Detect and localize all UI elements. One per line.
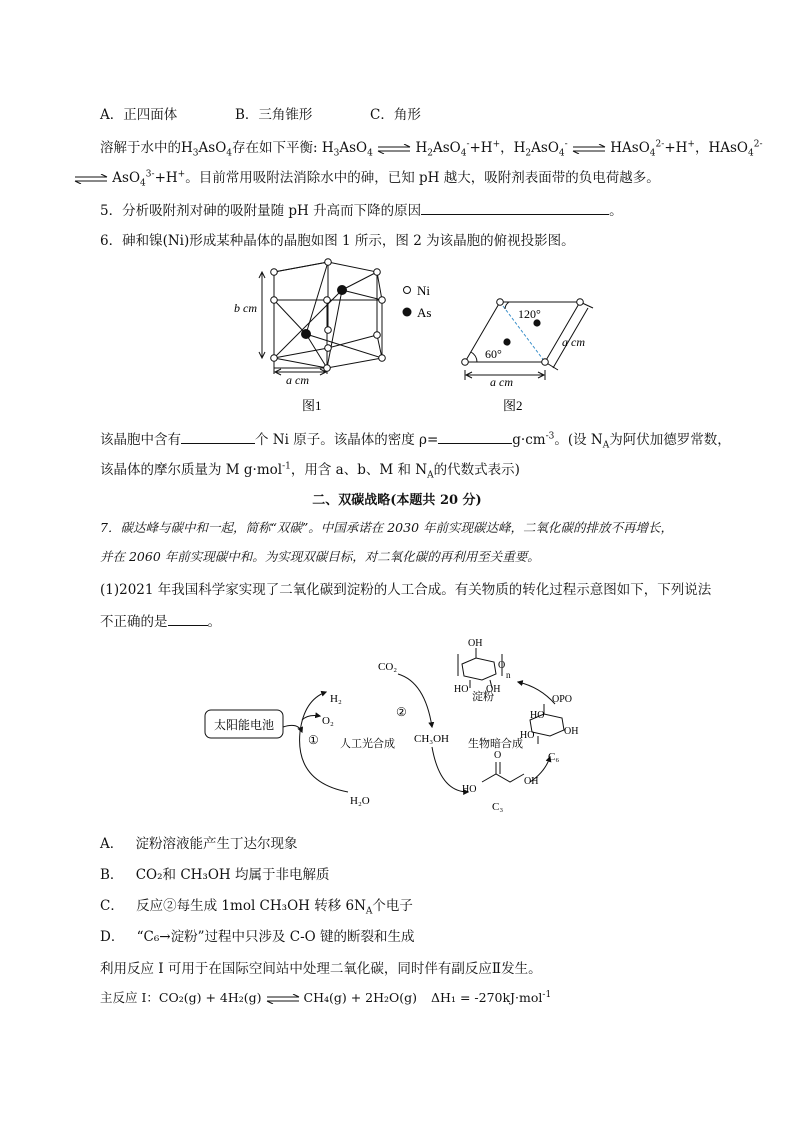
equilibrium-arrow-icon [266, 994, 300, 1004]
q6-part2: 个 Ni 原子。该晶体的密度 ρ= [255, 432, 439, 448]
starch-oh-bottom: OH [486, 684, 501, 695]
eq-tail: 目前常用吸附法消除水中的砷，已知 pH 越大，吸附剂表面带的负电荷越多。 [198, 170, 660, 186]
option-d-row[interactable] [100, 925, 415, 945]
as-atom [337, 285, 347, 295]
step-1-label: ① [308, 733, 319, 747]
figure-2-projection [455, 290, 605, 420]
starch-label: 淀粉 [472, 691, 494, 703]
a-bottom-label: a cm [490, 375, 513, 389]
ni-legend-icon [404, 287, 411, 294]
option-c-tail: 个电子 [372, 898, 413, 914]
reaction-intro: 利用反应 I 可用于在国际空间站中处理二氧化碳，同时伴有副反应Ⅱ发生。 [100, 961, 542, 977]
q6-line2b: ，用含 a、b、M 和 N [290, 462, 428, 478]
option-d-label: D． [100, 929, 125, 945]
as-legend-icon [403, 308, 412, 317]
legend-ni: Ni [417, 283, 430, 298]
equilibrium-arrow-icon [377, 144, 411, 154]
q7-1-line1: (1)2021 年我国科学家实现了二氧化碳到淀粉的人工合成。有关物质的转化过程示意图如下，下列说法 [100, 582, 712, 598]
equilibrium-line-2: AsO$_4^{3-}$+H+。目前常用吸附法消除水中的砷，已知 pH 越大，吸附剂表面带的负电荷越多。 [74, 166, 660, 189]
q6-line2: 该晶体的摩尔质量为 M g·mol [100, 462, 283, 478]
starch-ho: HO [454, 684, 469, 695]
density-blank[interactable] [438, 429, 512, 444]
reaction-dh: ΔH₁ = -270kJ·mol [431, 990, 543, 1005]
option-a-text: 淀粉溶液能产生丁达尔现象 [135, 836, 298, 852]
q7-1-line2-text: 不正确的是 [100, 614, 168, 630]
c6-ho-2: HO [520, 730, 535, 741]
co2-label: CO₂ [378, 661, 398, 673]
main-reaction: 主反应 I：CO₂(g) + 4H₂(g) CH₄(g) + 2H₂O(g) ΔH₁ = -270kJ·mol$^{-1}$ [100, 989, 552, 1005]
q5-end: 。 [609, 203, 623, 219]
option-a-label: A． [100, 836, 124, 852]
q7-intro-1: 7．碳达峰与碳中和一起，简称“双碳”。中国承诺在 2030 年前实现碳达峰，二氧化碳的排放不再增长， [100, 520, 673, 535]
c6-ho-1: HO [530, 710, 545, 721]
section-2-title: 二、双碳战略(本题共 20 分) [312, 493, 482, 508]
eq-intro: 溶解于水中的 [100, 140, 181, 156]
step-2-label: ② [396, 705, 407, 719]
angle-60: 60° [485, 347, 502, 361]
starch-n: n [506, 670, 511, 680]
option-c-label: C． [100, 898, 124, 914]
q6-part3: g·cm [512, 432, 546, 448]
c6-label: C₆ [548, 751, 560, 763]
q6-part1: 该晶胞中含有 [100, 432, 181, 448]
reaction-left: CO₂(g) + 4H₂(g) [158, 990, 262, 1005]
q5-text: 5．分析吸附剂对砷的吸附量随 pH 升高而下降的原因 [100, 203, 422, 219]
ch3oh-label: CH₃OH [414, 733, 450, 745]
option-b-row[interactable] [100, 863, 329, 883]
q4-options [100, 103, 421, 123]
solar-cell-label: 太阳能电池 [214, 718, 275, 732]
legend-as: As [417, 305, 432, 320]
q7-intro-2: 并在 2060 年前实现碳中和。为实现双碳目标，对二氧化碳的再利用至关重要。 [100, 549, 540, 564]
main-reaction-label: 主反应 I： [100, 990, 159, 1005]
q7-1-end: 。 [207, 614, 221, 630]
a-label: a cm [286, 373, 309, 387]
answer-blank[interactable] [421, 200, 609, 215]
option-b-label: B． [100, 867, 124, 883]
c3-o: O [494, 750, 502, 761]
starch-o: O [498, 660, 506, 671]
c6-opo: OPO [552, 694, 573, 705]
option-b: B．三角锥形 [235, 107, 313, 123]
starch-oh-top: OH [468, 638, 483, 649]
b-label: b cm [234, 301, 257, 315]
bio-label: 生物暗合成 [468, 738, 523, 750]
q7-1-line2 [100, 610, 221, 630]
option-a: A．正四面体 [100, 107, 178, 123]
equilibrium-arrow-icon [572, 144, 606, 154]
h2o-label: H₂O [350, 795, 370, 807]
c3-ho: HO [462, 784, 477, 795]
q6-answer-line-2: 该晶体的摩尔质量为 M g·mol$^{-1}$，用含 a、b、M 和 $N_A$的代数式表示) [100, 461, 520, 481]
option-c-text: 反应②每生成 1mol CH₃OH 转移 6N [136, 898, 366, 914]
figure-2-caption: 图2 [503, 398, 523, 413]
question-5 [100, 199, 623, 219]
eq-mid: 存在如下平衡: [232, 140, 318, 156]
c6-oh: OH [564, 726, 579, 737]
c3-oh: OH [524, 776, 539, 787]
option-a-row[interactable] [100, 832, 298, 852]
a-side-label: a cm [562, 335, 585, 349]
q6-part4: 。(设 N [554, 432, 603, 448]
artificial-label: 人工光合成 [340, 738, 395, 750]
q6-text: 6．砷和镍(Ni)形成某种晶体的晶胞如图 1 所示，图 2 为该晶胞的俯视投影图。 [100, 233, 575, 249]
option-b-text: CO₂和 CH₃OH 均属于非电解质 [135, 867, 330, 883]
reaction-right: CH₄(g) + 2H₂O(g) [303, 990, 418, 1005]
q6-answer-line-1: 该晶胞中含有 个 Ni 原子。该晶体的密度 $\rho= g\cdot cm^{-3}$。(设 $N_A$为阿伏加德罗常数， [100, 428, 731, 451]
q6-line2c: 的代数式表示) [433, 462, 520, 478]
as-atom [301, 329, 311, 339]
option-c-row[interactable]: C． 反应②每生成 1mol CH₃OH 转移 $6N_A$个电子 [100, 898, 413, 917]
equilibrium-arrow-icon [74, 174, 108, 184]
h2-label: H₂ [330, 693, 342, 705]
o2-label: O₂ [322, 715, 334, 727]
q7-1-answer-blank[interactable] [168, 611, 208, 626]
c3-label: C₃ [492, 801, 504, 813]
angle-120: 120° [518, 307, 541, 321]
q6-part5: 为阿伏加德罗常数， [609, 432, 731, 448]
as-atom [503, 338, 510, 345]
ni-count-blank[interactable] [181, 429, 255, 444]
option-d-text: “C₆→淀粉”过程中只涉及 C-O 键的断裂和生成 [136, 929, 415, 945]
figure-1-caption: 图1 [302, 398, 322, 413]
figure-1-unit-cell [232, 250, 442, 420]
question-6 [100, 229, 575, 249]
co2-to-starch-diagram [200, 632, 600, 828]
option-c: C．角形 [370, 107, 421, 123]
equilibrium-line-1: 溶解于水中的$H_3AsO_4$存在如下平衡: $H_3AsO_4$ $H_2AsO_4^-+H^+$，$H_2AsO_4^-$ HAsO$_4^{2-}$+H+，HAsO$_4^{2-}$ [100, 139, 763, 159]
